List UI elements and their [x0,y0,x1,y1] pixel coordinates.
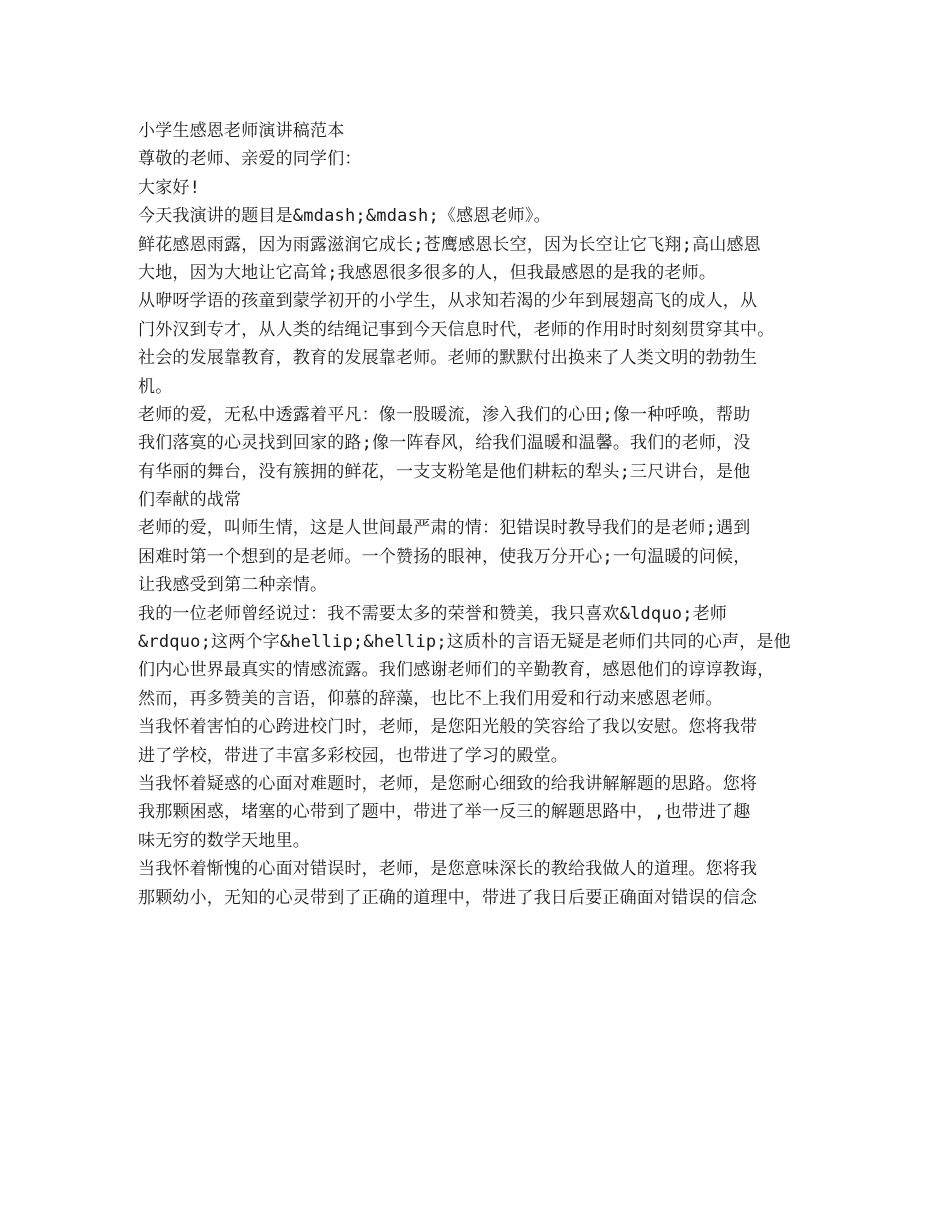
text-line: 们内心世界最真实的情感流露。我们感谢老师们的辛勤教育，感恩他们的谆谆教诲， [138,660,775,681]
text-line: 老师的爱，叫师生情，这是人世间最严肃的情：犯错误时教导我们的是老师;遇到 [138,518,751,539]
text-line: 我的一位老师曾经说过：我不需要太多的荣誉和赞美，我只喜欢&ldquo;老师 [138,603,728,624]
text-line: 进了学校，带进了丰富多彩校园，也带进了学习的殿堂。 [138,745,568,766]
text-line: 让我感受到第二种亲情。 [138,575,328,596]
text-line: 我那颗困惑，堵塞的心带到了题中，带进了举一反三的解题思路中，,也带进了趣 [138,802,751,823]
document-title: 小学生感恩老师演讲稿范本 [138,121,345,141]
text-line: 我们落寞的心灵找到回家的路;像一阵春风，给我们温暖和温馨。我们的老师，没 [138,433,751,454]
text-line: 机。 [138,376,173,397]
text-line: 有华丽的舞台，没有簇拥的鲜花，一支支粉笔是他们耕耘的犁头;三尺讲台，是他 [138,461,751,482]
text-line: 当我怀着疑惑的心面对难题时，老师，是您耐心细致的给我讲解解题的思路。您将 [138,773,758,794]
text-line: 社会的发展靠教育，教育的发展靠老师。老师的默默付出换来了人类文明的勃勃生 [138,348,758,369]
text-line: 当我怀着惭愧的心面对错误时，老师，是您意味深长的教给我做人的道理。您将我 [138,859,758,880]
text-line: 大地，因为大地让它高耸;我感恩很多很多的人，但我最感恩的是我的老师。 [138,262,717,283]
topic-line: 今天我演讲的题目是&mdash;&mdash;《感恩老师》。 [138,206,551,227]
text-line: 从咿呀学语的孩童到蒙学初开的小学生，从求知若渴的少年到展翅高飞的成人，从 [138,291,758,312]
text-line: 味无穷的数学天地里。 [138,830,310,851]
text-line: &rdquo;这两个字&hellip;&hellip;这质朴的言语无疑是老师们共同的心声，是他 [138,632,791,653]
text-line: 们奉献的战常 [138,490,242,511]
text-line: 当我怀着害怕的心跨进校门时，老师，是您阳光般的笑容给了我以安慰。您将我带 [138,717,758,738]
salutation-line: 尊敬的老师、亲爱的同学们： [138,149,362,170]
text-line: 那颗幼小，无知的心灵带到了正确的道理中，带进了我日后要正确面对错误的信念 [138,887,758,908]
text-line: 鲜花感恩雨露，因为雨露滋润它成长;苍鹰感恩长空，因为长空让它飞翔;高山感恩 [138,234,761,255]
text-line: 然而，再多赞美的言语，仰慕的辞藻，也比不上我们用爱和行动来感恩老师。 [138,688,723,709]
text-line: 门外汉到专才，从人类的结绳记事到今天信息时代，老师的作用时时刻刻贯穿其中。 [138,319,775,340]
greeting-line: 大家好! [138,177,201,198]
text-line: 老师的爱，无私中透露着平凡：像一股暖流，渗入我们的心田;像一种呼唤，帮助 [138,404,751,425]
speech-text [138,117,818,912]
text-line: 困难时第一个想到的是老师。一个赞扬的眼神，使我万分开心;一句温暖的问候， [138,546,751,567]
